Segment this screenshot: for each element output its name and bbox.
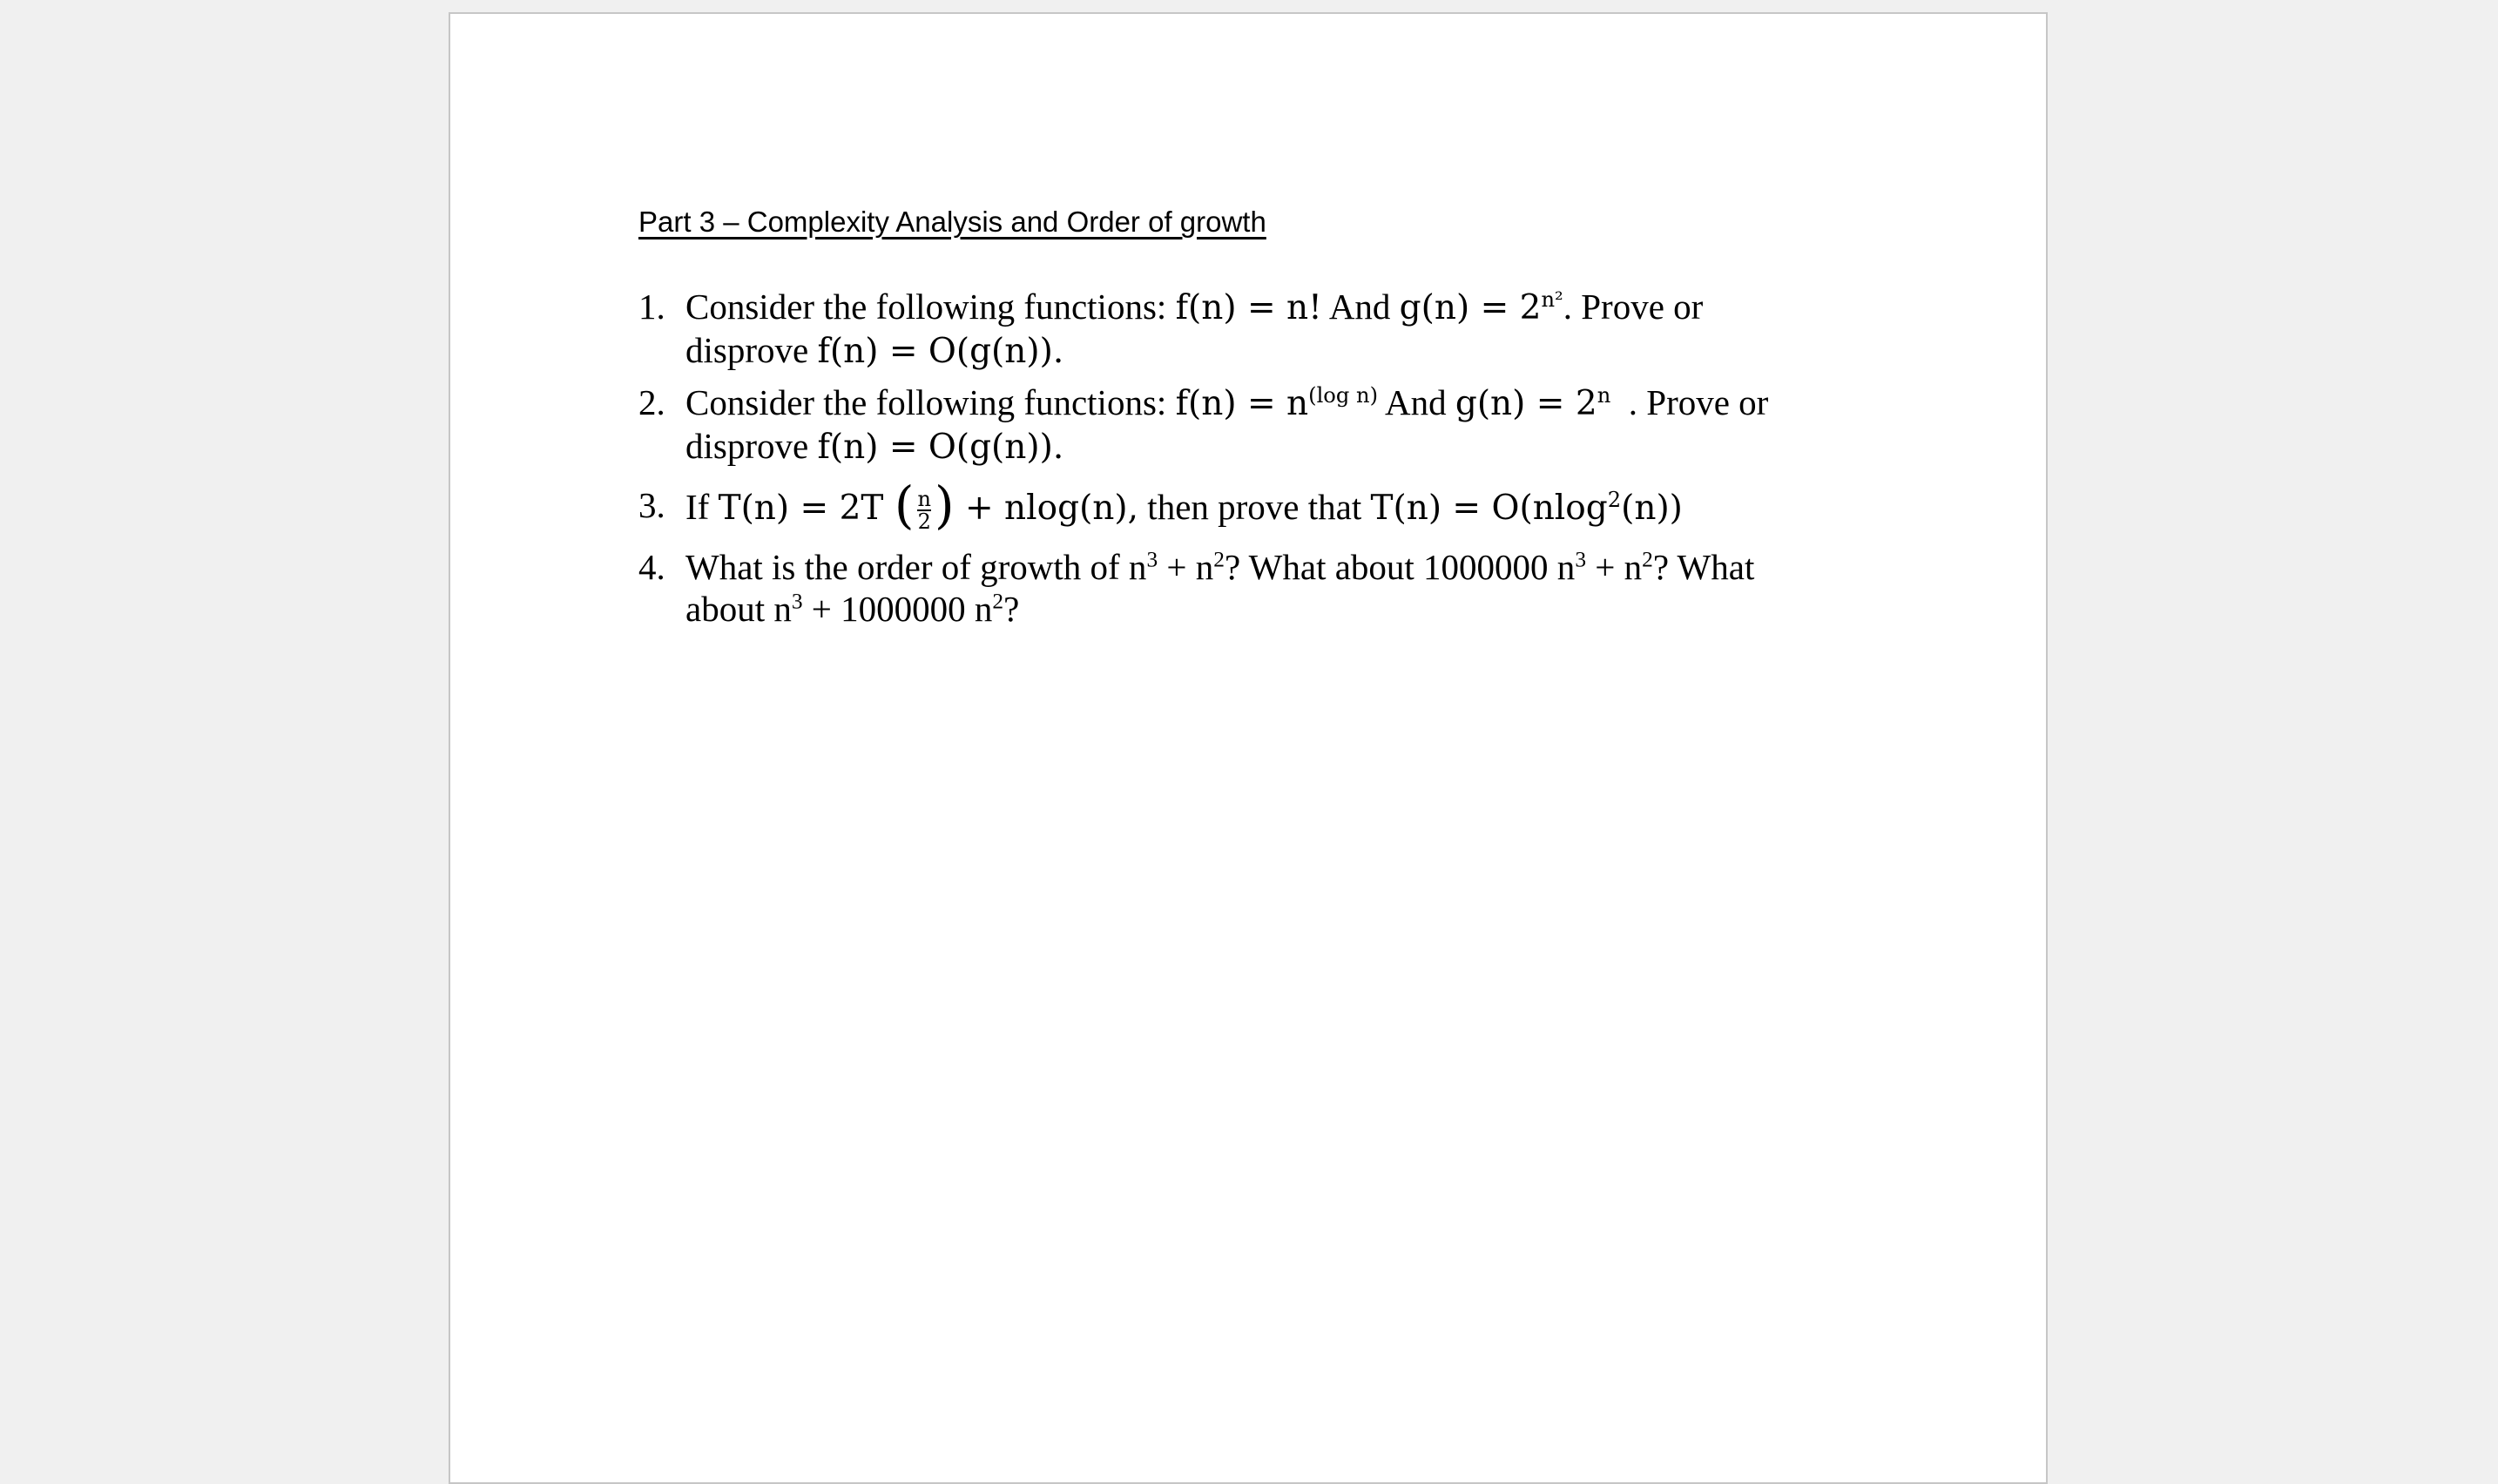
- question-item: [638, 546, 1910, 630]
- math-expression: f(n) = O(g(n)).: [817, 332, 1064, 371]
- question-line: disprove f(n) = O(g(n)).: [685, 426, 1064, 467]
- math-expression: T(n) = O(nlog$^2$(n)): [1370, 488, 1683, 528]
- math-expression: T(n) = 2T ( $\frac{n}{2}$ ) + nlog(n),: [718, 476, 1139, 535]
- question-line: What is the order of growth of $n^3 + n^2$? What about 1000000 $n^3 + n^2$? What: [685, 547, 1755, 587]
- fraction: $\frac{n}{2}$: [917, 487, 931, 534]
- question-item: [638, 381, 1910, 469]
- question-line: If T(n) = 2T ( $\frac{n}{2}$ ) + nlog(n), then prove that T(n) = O(nlog$^2$(n)): [685, 476, 1683, 535]
- question-item: [638, 476, 1910, 535]
- math-expression: f(n) = O(g(n)).: [817, 428, 1064, 467]
- question-list: [638, 286, 1910, 630]
- math-expression: $f(n) = n^{(log n)}$: [1175, 383, 1379, 423]
- question-item: [638, 286, 1910, 373]
- question-number: 4.: [638, 547, 665, 587]
- question-line: disprove f(n) = O(g(n)).: [685, 330, 1064, 371]
- question-number: 1.: [638, 287, 665, 327]
- question-line: Consider the following functions: f(n) = n! And $g(n) = 2^{n^2}$. Prove or: [685, 287, 1704, 327]
- math-expression: $g(n) = 2^n$: [1455, 383, 1611, 423]
- question-number: 3.: [638, 485, 665, 525]
- section-heading: Part 3 – Complexity Analysis and Order of growth: [638, 206, 1266, 238]
- math-expression: f(n) = n!: [1175, 288, 1322, 327]
- document-page: [449, 12, 2048, 1484]
- question-number: 2.: [638, 382, 665, 422]
- question-line: about $n^3 + 1000000$ $n^2$?: [685, 589, 1020, 629]
- math-expression: $g(n) = 2^{n^2}$: [1399, 287, 1563, 327]
- question-line: Consider the following functions: $f(n) = n^{(log n)}$ And $g(n) = 2^n$ . Prove or: [685, 382, 1769, 423]
